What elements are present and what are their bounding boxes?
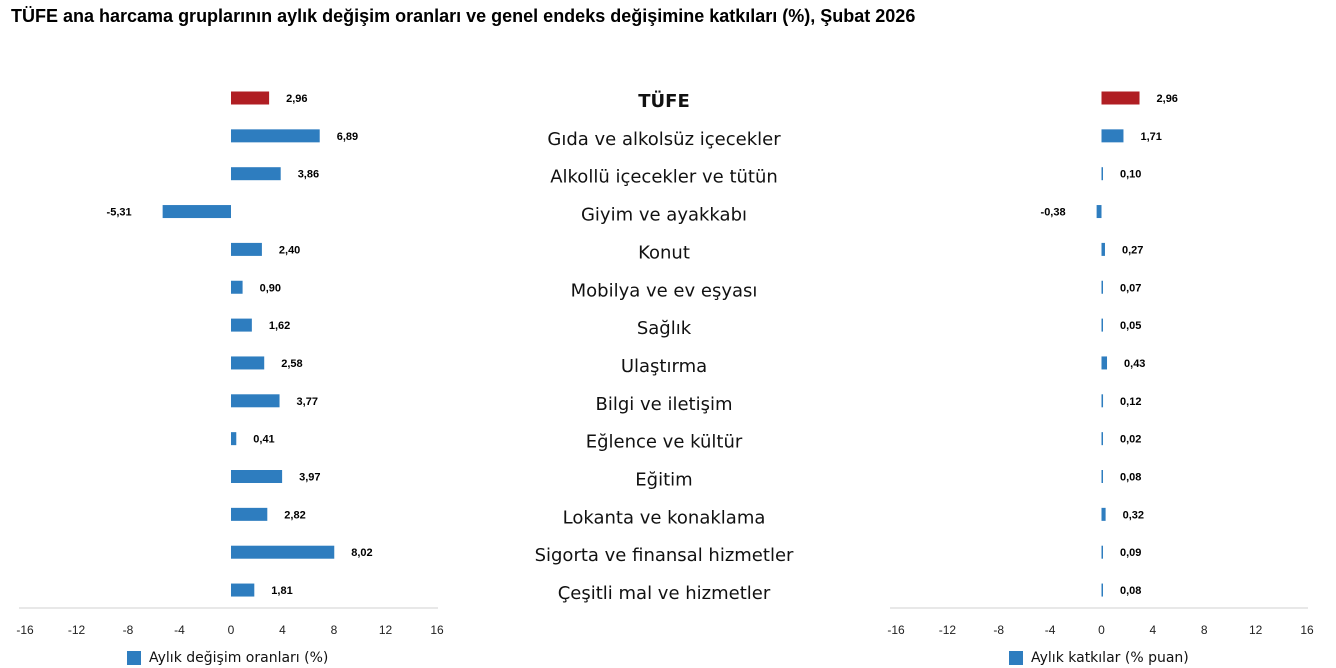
left-data-label: 2,40	[278, 244, 301, 257]
left-bar	[231, 470, 282, 483]
left-data-label: 2,96	[286, 93, 308, 105]
category-label: Lokanta ve konaklama	[562, 507, 766, 529]
category-label: Eğitim	[635, 469, 693, 491]
left-data-label: 2,58	[281, 357, 303, 370]
left-data-label: 3,86	[297, 168, 320, 181]
right-tick-label: 8	[1200, 623, 1208, 637]
right-data-label: 0,09	[1120, 547, 1142, 560]
legend-right-label: Aylık katkılar (% puan)	[1031, 650, 1189, 666]
left-tick-label: 8	[330, 623, 338, 637]
left-bar	[163, 205, 231, 218]
category-label: Gıda ve alkolsüz içecekler	[547, 128, 781, 150]
legend-left-label: Aylık değişim oranları (%)	[149, 650, 329, 666]
right-bar	[1102, 167, 1104, 180]
right-tick-label: -16	[887, 623, 905, 637]
right-bar	[1102, 508, 1106, 521]
category-label: Giyim ve ayakkabı	[580, 204, 748, 226]
right-data-label: 0,08	[1120, 585, 1142, 598]
left-tick-label: -8	[122, 623, 134, 637]
left-bar	[231, 546, 334, 559]
right-bar	[1102, 546, 1104, 559]
right-data-label: 0,32	[1122, 509, 1145, 522]
left-tick-label: 0	[227, 623, 235, 637]
category-label: Alkollü içecekler ve tütün	[550, 166, 778, 188]
left-data-label: 2,82	[284, 509, 306, 522]
left-bar	[231, 319, 252, 332]
right-data-label: 0,07	[1120, 282, 1142, 295]
left-data-label: -5,31	[106, 206, 132, 219]
right-data-label: 0,08	[1120, 471, 1142, 484]
right-data-label: 0,10	[1120, 168, 1142, 181]
left-data-label: 1,81	[271, 585, 293, 598]
right-bar	[1102, 319, 1104, 332]
left-bar	[231, 281, 243, 294]
right-bar	[1102, 281, 1104, 294]
left-bar	[231, 394, 280, 407]
left-bar	[231, 508, 267, 521]
category-label: Sağlık	[636, 318, 692, 340]
legend-right-swatch	[1009, 651, 1023, 665]
right-tick-label: -4	[1044, 623, 1056, 637]
left-data-label: 0,41	[253, 433, 275, 446]
right-bar	[1102, 92, 1140, 105]
right-bar	[1102, 470, 1104, 483]
right-bar	[1097, 205, 1102, 218]
right-bar	[1102, 394, 1104, 407]
category-label: Konut	[638, 242, 690, 264]
right-data-label: 2,96	[1156, 93, 1178, 105]
chart-title: TÜFE ana harcama gruplarının aylık değişim oranları ve genel endeks değişimine katkıları (%), Şubat 2026	[11, 6, 916, 26]
left-tick-label: 12	[378, 623, 393, 637]
left-bar	[231, 167, 281, 180]
right-bar	[1102, 356, 1108, 369]
left-tick-label: -16	[16, 623, 34, 637]
category-label: Çeşitli mal ve hizmetler	[557, 583, 771, 605]
left-tick-label: 4	[279, 623, 286, 637]
left-data-label: 8,02	[351, 547, 373, 560]
right-bar	[1102, 584, 1104, 597]
right-tick-label: 16	[1300, 623, 1314, 637]
left-data-label: 3,97	[299, 471, 321, 484]
legend-left	[127, 650, 328, 666]
right-tick-label: 4	[1149, 623, 1157, 637]
right-data-label: 0,43	[1124, 357, 1146, 370]
left-bar	[231, 584, 254, 597]
right-data-label: 1,71	[1140, 130, 1162, 143]
left-bar	[231, 243, 262, 256]
category-label: Mobilya ve ev eşyası	[570, 280, 758, 302]
category-label: TÜFE	[638, 91, 690, 112]
right-data-label: 0,02	[1120, 433, 1142, 446]
category-label: Eğlence ve kültür	[585, 431, 743, 453]
right-data-label: 0,27	[1121, 244, 1144, 257]
right-data-label: 0,12	[1120, 395, 1142, 408]
left-bar	[231, 356, 264, 369]
right-bar	[1102, 129, 1124, 142]
category-label: Bilgi ve iletişim	[595, 393, 733, 415]
left-bar	[231, 92, 269, 105]
left-tick-label: -4	[174, 623, 185, 637]
left-data-label: 0,90	[259, 282, 282, 295]
right-tick-label: -12	[938, 623, 957, 637]
left-bar	[231, 129, 320, 142]
right-bar	[1102, 432, 1104, 445]
right-tick-label: 12	[1248, 623, 1263, 637]
category-label: Sigorta ve finansal hizmetler	[534, 545, 794, 567]
right-data-label: -0,38	[1040, 206, 1066, 219]
right-bar	[1102, 243, 1105, 256]
category-label: Ulaştırma	[620, 355, 708, 377]
legend-right	[1009, 650, 1189, 666]
left-data-label: 3,77	[296, 395, 318, 408]
left-bar	[231, 432, 236, 445]
right-data-label: 0,05	[1120, 320, 1142, 333]
right-tick-label: -8	[993, 623, 1005, 637]
right-tick-label: 0	[1098, 623, 1105, 637]
left-tick-label: 16	[430, 623, 444, 637]
legend-left-swatch	[127, 651, 141, 665]
left-data-label: 1,62	[268, 320, 291, 333]
left-tick-label: -12	[67, 623, 86, 637]
left-data-label: 6,89	[336, 130, 359, 143]
